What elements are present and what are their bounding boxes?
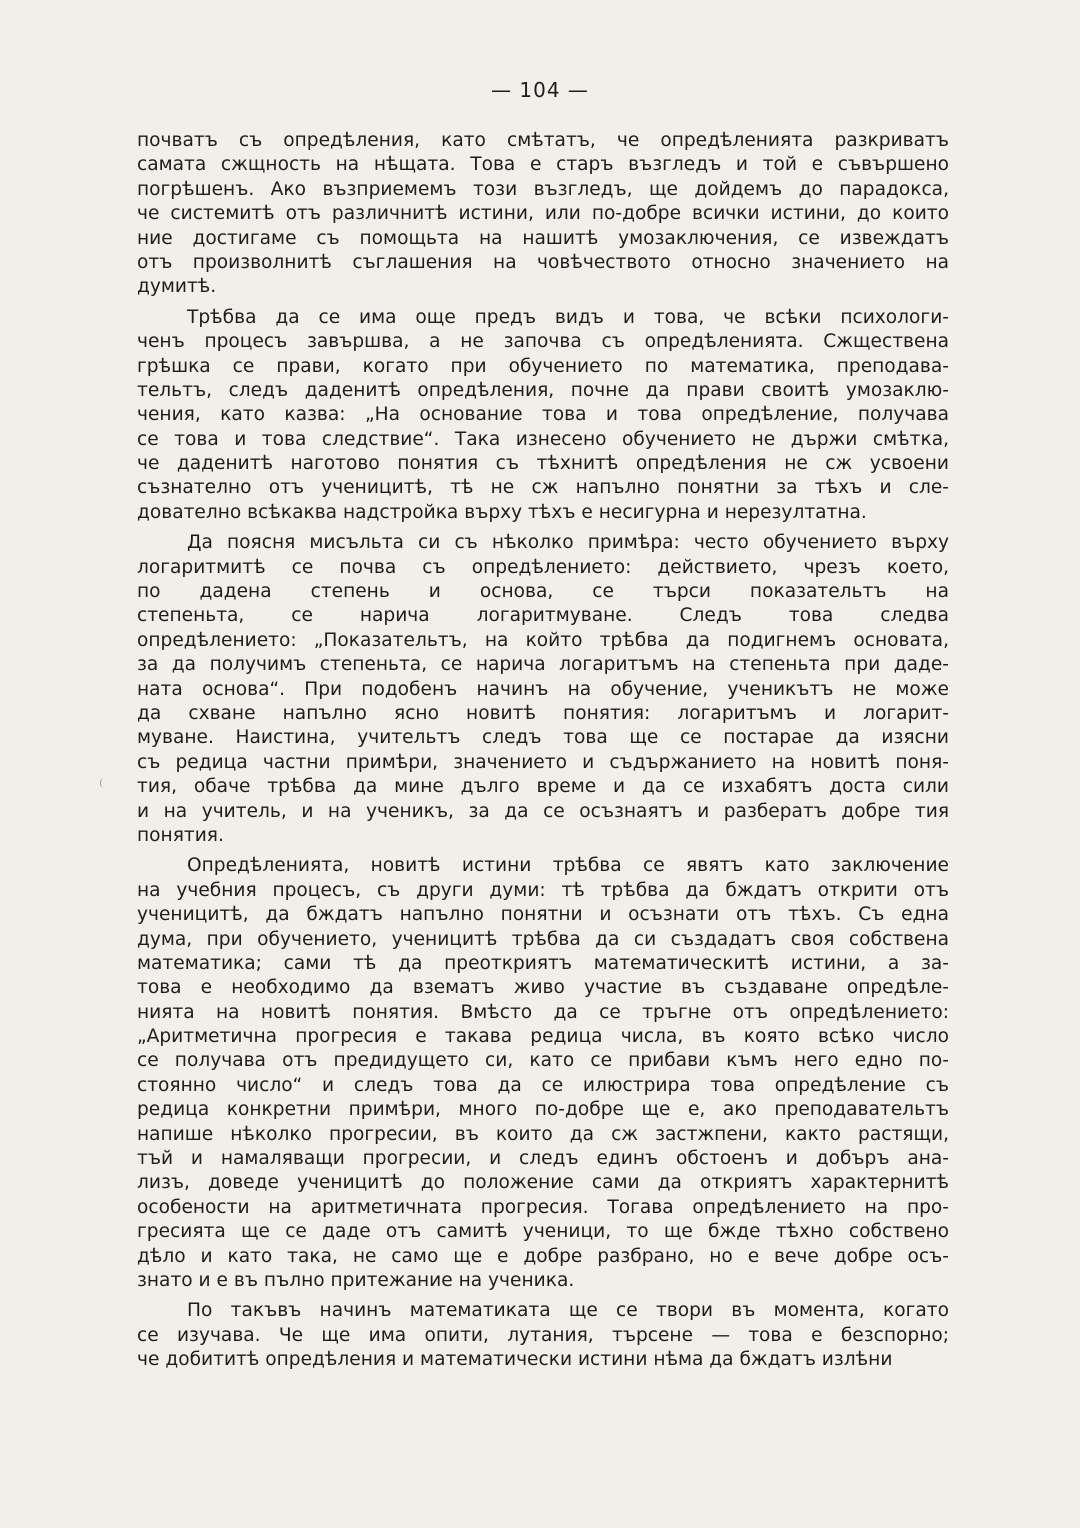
text-line: стоянно число“ и следъ това да се илюстрира това опредѣление съ (137, 1074, 949, 1096)
text-line: думитѣ. (137, 276, 217, 298)
text-line: По такъвъ начинъ математиката ще се твори въ момента, когато (187, 1300, 949, 1322)
text-line: да схване напълно ясно новитѣ понятия: логаритъмъ и логарит- (137, 702, 949, 724)
text-line: особености на аритметичната прогресия. Тогава опредѣлението на про- (137, 1196, 949, 1218)
text-line: тия, обаче трѣбва да мине дълго време и да се изхабятъ доста сили (137, 776, 949, 798)
text-line: Трѣбва да се има още предъ видъ и това, че всѣки психологи- (187, 306, 949, 328)
text-line: че даденитѣ наготово понятия съ тѣхнитѣ опредѣления не сж усвоени (137, 453, 949, 475)
text-line: „Аритметична прогресия е такава редица числа, въ която всѣко число (137, 1026, 949, 1048)
text-line: ученицитѣ, да бждатъ напълно понятни и осъзнати отъ тѣхъ. Съ една (137, 904, 949, 926)
text-line: съзнателно отъ ученицитѣ, тѣ не сж напълно понятни за тѣхъ и сле- (137, 477, 949, 499)
page-number: — 104 — (491, 78, 589, 102)
text-line: дѣло и като така, не само ще е добре разбрано, но е вече добре осъ- (137, 1245, 949, 1267)
paragraph (137, 306, 949, 526)
text-line: логаритмитѣ се почва съ опредѣлението: действието, чрезъ което, (137, 556, 949, 578)
text-line: почватъ съ опредѣления, като смѣтатъ, че опредѣленията разкриватъ (137, 130, 949, 151)
text-line: тельтъ, следъ даденитѣ опредѣления, почне да прави своитѣ умозаклю- (137, 379, 949, 401)
text-line: нията на новитѣ понятия. Вмѣсто да се тръгне отъ опредѣлението: (137, 1001, 949, 1023)
paragraph (137, 854, 949, 1293)
text-line: самата сжщность на нѣщата. Това е старъ възгледъ и той е съвършено (137, 154, 949, 176)
paragraph (137, 1299, 949, 1372)
text-line: тъй и намаляващи прогресии, и следъ единъ обстоенъ и добъръ ана- (137, 1148, 949, 1170)
text-line: отъ произволнитѣ съглашения на човѣчеството относно значението на (137, 251, 949, 273)
text-line: за да получимъ степеньта, се нарича логаритъмъ на степеньта при даде- (137, 654, 949, 676)
text-line: редица конкретни примѣри, много по-добре ще е, ако преподавательтъ (137, 1099, 949, 1121)
body-text (137, 129, 949, 1373)
text-line: че системитѣ отъ различнитѣ истини, или по-добре всички истини, до които (137, 203, 949, 225)
text-line: че добититѣ опредѣления и математически истини нѣма да бждатъ излѣни (137, 1349, 893, 1371)
text-line: Опредѣленията, новитѣ истини трѣбва се явятъ като заключение (187, 855, 949, 877)
text-line: грѣшка се прави, когато при обучението по математика, преподава- (137, 355, 949, 377)
text-line: и на учитель, и на ученикъ, за да се осъзнаятъ и разбератъ добре тия (137, 800, 949, 822)
text-line: ната основа“. При подобенъ начинъ на обучение, ученикътъ не може (137, 678, 949, 700)
text-line: се получава отъ предидущето си, като се прибави къмъ него едно по- (137, 1050, 949, 1072)
text-line: гресията ще се даде отъ самитѣ ученици, то ще бжде тѣхно собствено (137, 1221, 949, 1243)
text-line: ченъ процесъ завършва, а не започва съ опредѣленията. Сжществена (137, 331, 949, 353)
text-line: понятия. (137, 824, 224, 846)
text-line: знато и е въ пълно притежание на ученика. (137, 1269, 575, 1291)
text-line: съ редица частни примѣри, значението и съдържанието на новитѣ поня- (137, 751, 949, 773)
paragraph (137, 129, 949, 300)
text-line: лизъ, доведе ученицитѣ до положение сами да откриятъ характернитѣ (137, 1172, 949, 1194)
text-line: чения, като казва: „На основание това и това опредѣление, получава (137, 404, 949, 426)
text-line: по дадена степень и основа, се търси показательтъ на (137, 581, 949, 603)
text-line: напише нѣколко прогресии, въ които да сж застжпени, както растящи, (137, 1123, 949, 1145)
paragraph (137, 531, 949, 848)
text-line: се изучава. Че ще има опити, лутания, търсене — това е безспорно; (137, 1324, 949, 1346)
text-line: дователно всѣкаква надстройка върху тѣхъ е несигурна и нерезултатна. (137, 501, 867, 523)
text-line: това е необходимо да взематъ живо участие въ създаване опредѣле- (137, 977, 949, 999)
text-line: муване. Наистина, учительтъ следъ това ще се постарае да изясни (137, 727, 949, 749)
text-line: погрѣшенъ. Ако възприемемъ този възгледъ, ще дойдемъ до парадокса, (137, 178, 949, 200)
text-line: на учебния процесъ, съ други думи: тѣ трѣбва да бждатъ открити отъ (137, 879, 949, 901)
text-line: степеньта, се нарича логаритмуване. Следъ това следва (137, 605, 949, 627)
margin-mark (100, 778, 107, 788)
text-line: математика; сами тѣ да преоткриятъ математическитѣ истини, а за- (137, 952, 949, 974)
text-line: ние достигаме съ помощьта на нашитѣ умозаключения, се извеждатъ (137, 227, 949, 249)
text-line: се това и това следствие“. Така изнесено обучението не държи смѣтка, (137, 428, 949, 450)
text-line: опредѣлението: „Показательтъ, на който трѣбва да подигнемъ основата, (137, 629, 949, 651)
text-line: Да поясня мисъльта си съ нѣколко примѣра: често обучението върху (187, 532, 949, 554)
text-line: дума, при обучението, ученицитѣ трѣбва да си създадатъ своя собствена (137, 928, 949, 950)
